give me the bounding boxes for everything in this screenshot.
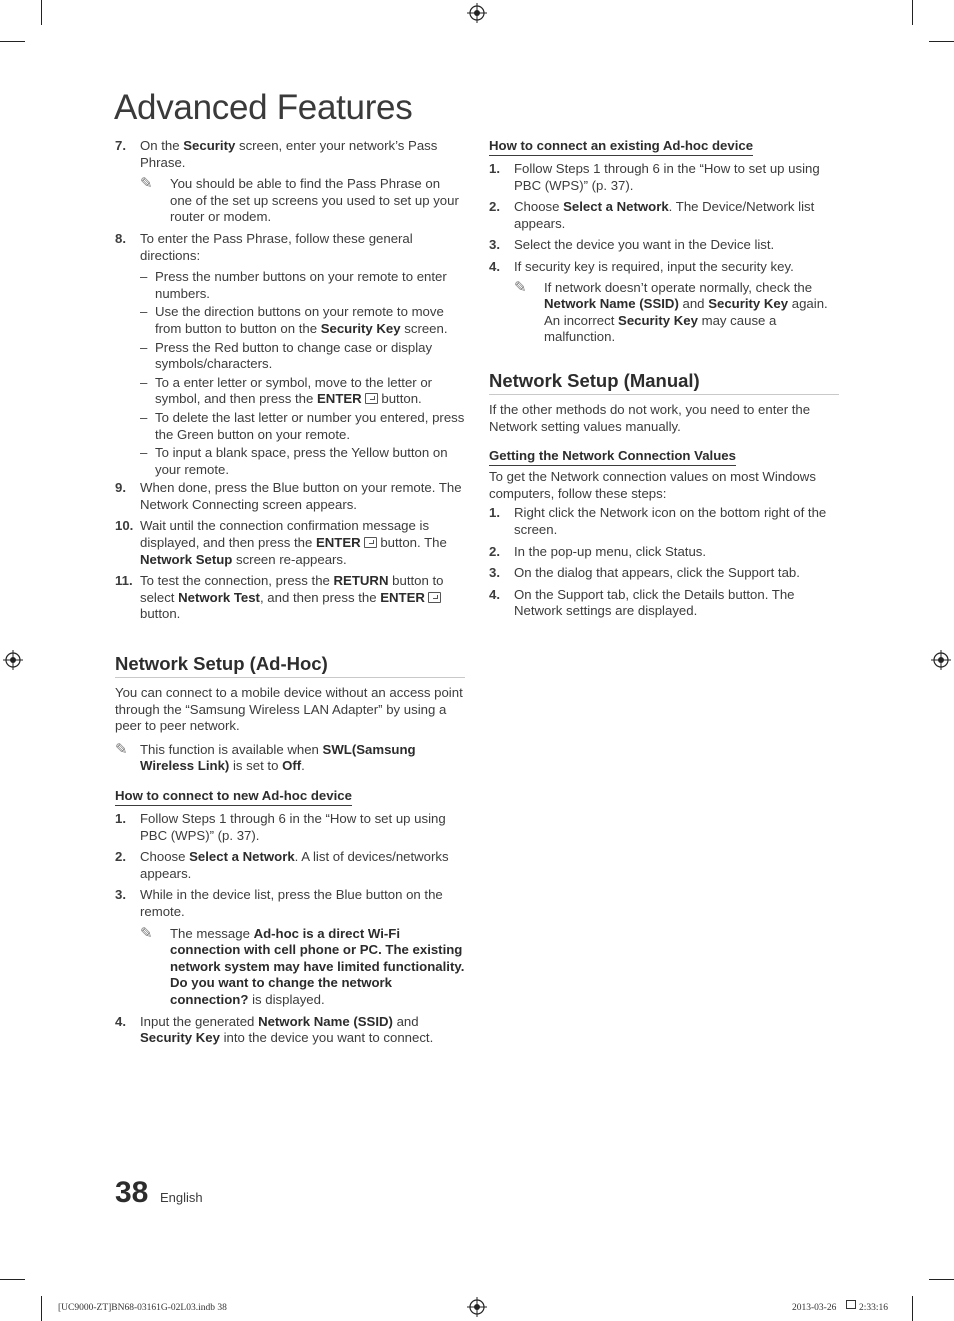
section-heading-manual: Network Setup (Manual) (489, 370, 839, 395)
note-text: This function is available when SWL(Samsung Wireless Link) is set to Off. (140, 741, 416, 774)
crop-mark (929, 1279, 954, 1280)
step-text: Select the device you want in the Device list. (514, 237, 775, 253)
step-8 (115, 231, 465, 264)
step-number: 9. (115, 480, 126, 496)
list-item: – Press the Red button to change case or display symbols/characters. (140, 339, 433, 372)
subheading-connection-values: Getting the Network Connection Values (489, 448, 736, 466)
step-text: On the Support tab, click the Details button. The Network settings are displayed. (514, 586, 795, 619)
step-text: Input the generated Network Name (SSID) and Security Key into the device you want to connect. (140, 1013, 434, 1046)
step-number: 2. (115, 849, 126, 865)
print-date: 2013-03-26 (792, 1303, 837, 1313)
step-text: On the Security screen, enter your network’s Pass Phrase. (140, 138, 438, 170)
step-number: 4. (489, 258, 500, 274)
crop-mark (929, 41, 954, 42)
note (115, 742, 465, 775)
pencil-note-icon: ✎ (140, 175, 153, 193)
crop-mark (41, 1296, 42, 1321)
list-item (489, 544, 839, 561)
registration-mark-icon (467, 3, 487, 23)
step-text: Choose Select a Network. A list of devices/networks appears. (140, 849, 449, 881)
list-item (489, 259, 839, 346)
list-item (115, 887, 465, 1008)
step-text: Right click the Network icon on the bottom right of the screen. (514, 505, 827, 537)
crop-mark (41, 0, 42, 25)
lead-text: To get the Network connection values on most Windows computers, follow these steps: (489, 469, 816, 501)
step-7 (115, 138, 465, 226)
note (514, 280, 839, 346)
step-number: 3. (489, 237, 500, 253)
step-text: When done, press the Blue button on your remote. The Network Connecting screen appears. (140, 480, 462, 512)
step-text: In the pop-up menu, click Status. (514, 543, 707, 559)
list-item (489, 565, 839, 582)
list-item: – Press the number buttons on your remote to enter numbers. (140, 269, 447, 301)
note-text: The message Ad-hoc is a direct Wi-Fi connection with cell phone or PC. The existing network system may have limited functionality. Do you want to change the network connection? is displayed. (170, 925, 465, 1007)
step-text: Follow Steps 1 through 6 in the “How to set up using PBC (WPS)” (p. 37). (140, 811, 446, 843)
print-time: 2:33:16 (859, 1303, 889, 1313)
section-heading-adhoc: Network Setup (Ad-Hoc) (115, 653, 465, 678)
subheading-new-adhoc: How to connect to new Ad-hoc device (115, 788, 352, 806)
list-item: – To a enter letter or symbol, move to the letter or symbol, and then press the ENTER button. (140, 374, 433, 407)
note-text: You should be able to find the Pass Phrase on one of the set up screens you used to set up your router or modem. (170, 176, 459, 225)
note (140, 926, 465, 1009)
list-item: – To input a blank space, press the Yellow button on your remote. (140, 445, 448, 477)
step-number: 2. (489, 199, 500, 215)
list-item (115, 1014, 465, 1047)
step-text: If security key is required, input the security key. (514, 258, 794, 274)
section-intro: You can connect to a mobile device without an access point through the “Samsung Wireless LAN Adapter” by using a peer to peer network. (115, 685, 463, 734)
step-10 (115, 518, 465, 568)
registration-mark-icon (467, 1297, 487, 1317)
print-file-info: [UC9000-ZT]BN68-03161G-02L03.indb 38 (58, 1303, 227, 1313)
page-number: 38 (115, 1176, 149, 1209)
step-text: To test the connection, press the RETURN button to select Network Test, and then press the ENTER button. (140, 573, 444, 622)
enter-key-icon (364, 537, 377, 548)
step-text: Wait until the connection confirmation message is displayed, and then press the ENTER button. The Network Setup screen re-appears. (140, 518, 447, 567)
list-item: – Use the direction buttons on your remote to move from button to button on the Security Key screen. (140, 304, 448, 336)
step-9 (115, 480, 465, 513)
section-intro: If the other methods do not work, you need to enter the Network setting values manually. (489, 401, 811, 434)
enter-key-icon (365, 393, 378, 404)
step-number: 1. (489, 161, 500, 176)
step-11 (115, 573, 465, 623)
note-text: If network doesn’t operate normally, check the Network Name (SSID) and Security Key again. An incorrect Security Key may cause a malfunction. (544, 279, 828, 345)
list-item (489, 237, 839, 254)
subheading-existing-adhoc: How to connect an existing Ad-hoc device (489, 138, 753, 156)
crop-mark (0, 1279, 25, 1280)
step-text: To enter the Pass Phrase, follow these general directions: (140, 230, 413, 263)
list-item: – To delete the last letter or number you entered, press the Green button on your remote. (140, 409, 465, 442)
step-text: Follow Steps 1 through 6 in the “How to set up using PBC (WPS)” (p. 37). (514, 161, 820, 193)
crop-mark (0, 41, 25, 42)
step-number: 2. (489, 543, 500, 559)
step-number: 4. (489, 586, 500, 602)
left-column (115, 138, 465, 1047)
step-number: 4. (115, 1013, 126, 1029)
step-number: 10. (115, 518, 134, 534)
enter-key-icon (428, 592, 441, 603)
list-item (489, 199, 839, 232)
pencil-note-icon: ✎ (514, 278, 527, 296)
note (140, 176, 465, 226)
step-number: 1. (115, 811, 126, 826)
list-item (489, 505, 839, 538)
list-item (115, 811, 465, 844)
step-number: 3. (489, 565, 500, 581)
right-column (489, 138, 839, 620)
step-number: 11. (115, 573, 133, 589)
step-number: 1. (489, 505, 500, 521)
print-glyph-icon (846, 1300, 856, 1309)
registration-mark-icon (3, 650, 23, 670)
step-number: 7. (115, 138, 126, 153)
step-number: 8. (115, 230, 126, 246)
pencil-note-icon: ✎ (115, 740, 128, 758)
crop-mark (912, 1296, 913, 1321)
step-text: Choose Select a Network. The Device/Network list appears. (514, 199, 815, 231)
crop-mark (912, 0, 913, 25)
list-item (489, 587, 839, 620)
page-title: Advanced Features (114, 88, 413, 127)
step-number: 3. (115, 887, 126, 903)
language-label: English (160, 1190, 203, 1205)
pencil-note-icon: ✎ (140, 924, 153, 942)
registration-mark-icon (931, 650, 951, 670)
list-item (115, 849, 465, 882)
dash-list (115, 269, 465, 478)
list-item (489, 161, 839, 194)
step-text: While in the device list, press the Blue button on the remote. (140, 887, 443, 919)
step-text: On the dialog that appears, click the Support tab. (514, 565, 800, 581)
